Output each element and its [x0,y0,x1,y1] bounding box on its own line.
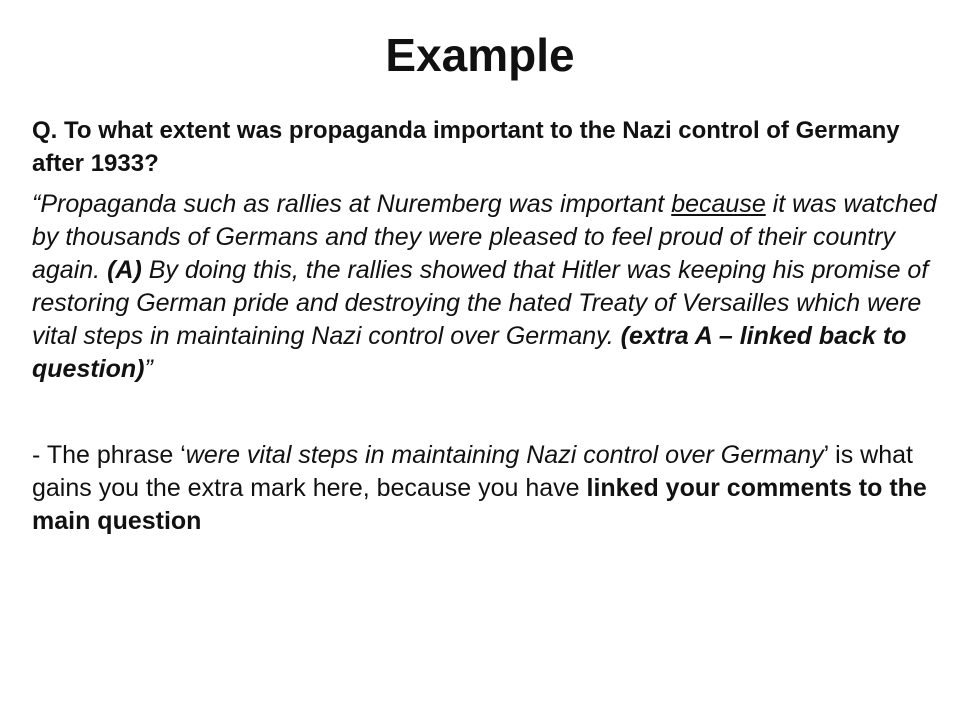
answer-label-a: (A) [107,256,142,284]
slide-title: Example [385,29,575,81]
question-text: Q. To what extent was propaganda important to the Nazi control of Germany after 1933? [32,117,900,177]
note-text-part-1: - The phrase ‘ [32,441,186,469]
note-bold-conclusion: linked your comments to the main question [32,474,927,535]
example-answer [32,188,937,386]
answer-text-part-1: Propaganda such as rallies at Nuremberg was important [40,190,672,218]
answer-text-part-3: By doing this, the rallies showed that Hitler was keeping his promise of restoring German pride and destroying the hated Treaty of Versailles which were vital steps in maintaining Nazi control over Germany. [32,256,929,350]
answer-close-quote: ” [144,355,153,383]
explanation-note [32,439,937,538]
note-text-part-2: ’ is what gains you the extra mark here, because you have [32,441,913,502]
note-quoted-phrase: were vital steps in maintaining Nazi control over Germany [185,441,824,469]
slide-content [32,114,937,538]
answer-label-extra: (extra A – linked back to question) [32,322,907,383]
answer-text-part-2: it was watched by thousands of Germans and they were pleased to feel proud of their country again. [32,190,937,284]
answer-open-quote: “ [32,190,41,218]
answer-underlined-word: because [671,190,766,218]
